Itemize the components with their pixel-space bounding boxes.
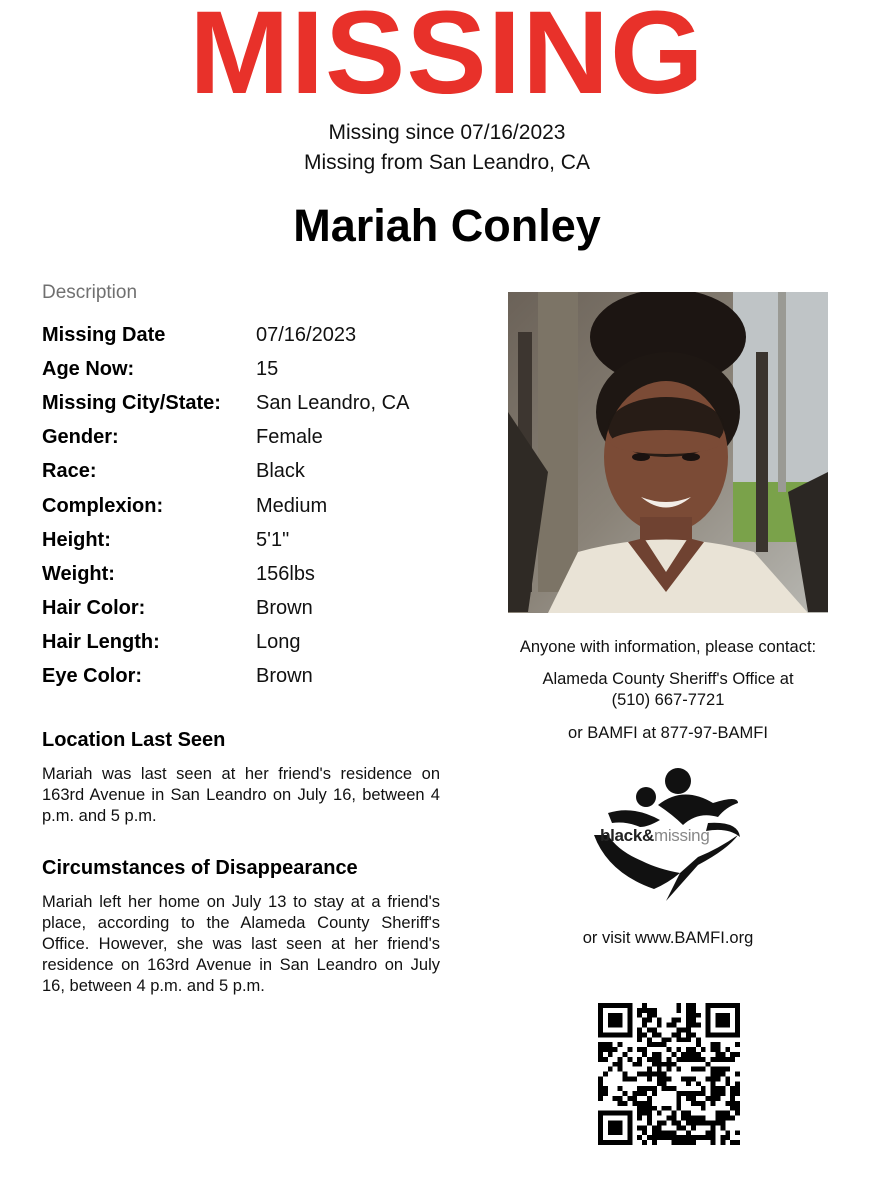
- detail-value: 15: [256, 357, 279, 380]
- circumstances-title: Circumstances of Disappearance: [42, 857, 358, 879]
- detail-value: Medium: [256, 494, 328, 517]
- details-list: [42, 318, 462, 694]
- detail-value: Brown: [256, 665, 313, 688]
- circumstances-body: Mariah left her home on July 13 to stay at a friend's place, according to the Alameda County Sheriff's Office. However, she was last seen at her friend's residence on 163rd Avenue in San Leandro on July 16, between 4 p.m. and 5 p.m.: [42, 893, 440, 995]
- detail-key: Hair Color:: [42, 597, 146, 620]
- person-name: Mariah Conley: [293, 200, 601, 251]
- detail-value: Female: [256, 426, 323, 449]
- detail-value: San Leandro, CA: [256, 391, 410, 414]
- detail-value: 5'1": [256, 528, 290, 551]
- detail-key: Age Now:: [42, 357, 135, 380]
- logo-text-missing: missing: [653, 826, 710, 845]
- qr-code-icon: [598, 1003, 740, 1145]
- missing-from-text: Missing from San Leandro, CA: [304, 151, 590, 174]
- detail-row-hair-color: [42, 592, 462, 626]
- detail-row-complexion: [42, 489, 462, 523]
- contact-website: or visit www.BAMFI.org: [582, 929, 754, 947]
- detail-value: Black: [256, 460, 305, 483]
- contact-agency: Alameda County Sheriff's Office at: [542, 670, 794, 688]
- missing-since-text: Missing since 07/16/2023: [328, 121, 566, 144]
- missing-headline: MISSING: [189, 0, 705, 119]
- detail-row-eye-color: [42, 660, 462, 694]
- detail-key: Weight:: [42, 562, 115, 585]
- detail-key: Eye Color:: [42, 665, 143, 688]
- detail-key: Race:: [42, 460, 97, 483]
- contact-intro: Anyone with information, please contact:: [519, 638, 817, 656]
- detail-row-gender: [42, 421, 462, 455]
- detail-key: Height:: [42, 528, 111, 551]
- detail-row-race: [42, 455, 462, 489]
- logo-text-amp: &: [641, 826, 654, 845]
- detail-value: Long: [256, 631, 301, 654]
- logo-text-black: black: [600, 826, 642, 845]
- contact-bamfi: or BAMFI at 877-97-BAMFI: [568, 724, 768, 742]
- detail-row-city-state: [42, 386, 462, 420]
- detail-key: Complexion:: [42, 494, 164, 517]
- location-title: Location Last Seen: [42, 729, 226, 751]
- detail-row-age: [42, 352, 462, 386]
- location-body: Mariah was last seen at her friend's residence on 163rd Avenue in San Leandro on July 16, between 4 p.m. and 5 p.m.: [42, 765, 440, 825]
- detail-value: 156lbs: [256, 562, 315, 585]
- detail-key: Gender:: [42, 426, 119, 449]
- detail-row-weight: [42, 557, 462, 591]
- detail-row-height: [42, 523, 462, 557]
- detail-key: Missing Date: [42, 323, 166, 346]
- description-label: Description: [42, 282, 138, 303]
- missing-person-photo: [508, 292, 828, 613]
- detail-value: 07/16/2023: [256, 323, 357, 346]
- bamfi-logo-text: [600, 826, 710, 846]
- detail-row-hair-length: [42, 626, 462, 660]
- detail-value: Brown: [256, 597, 313, 620]
- contact-phone: (510) 667-7721: [611, 691, 725, 709]
- detail-key: Hair Length:: [42, 631, 160, 654]
- detail-key: Missing City/State:: [42, 391, 221, 414]
- detail-row-missing-date: [42, 318, 462, 352]
